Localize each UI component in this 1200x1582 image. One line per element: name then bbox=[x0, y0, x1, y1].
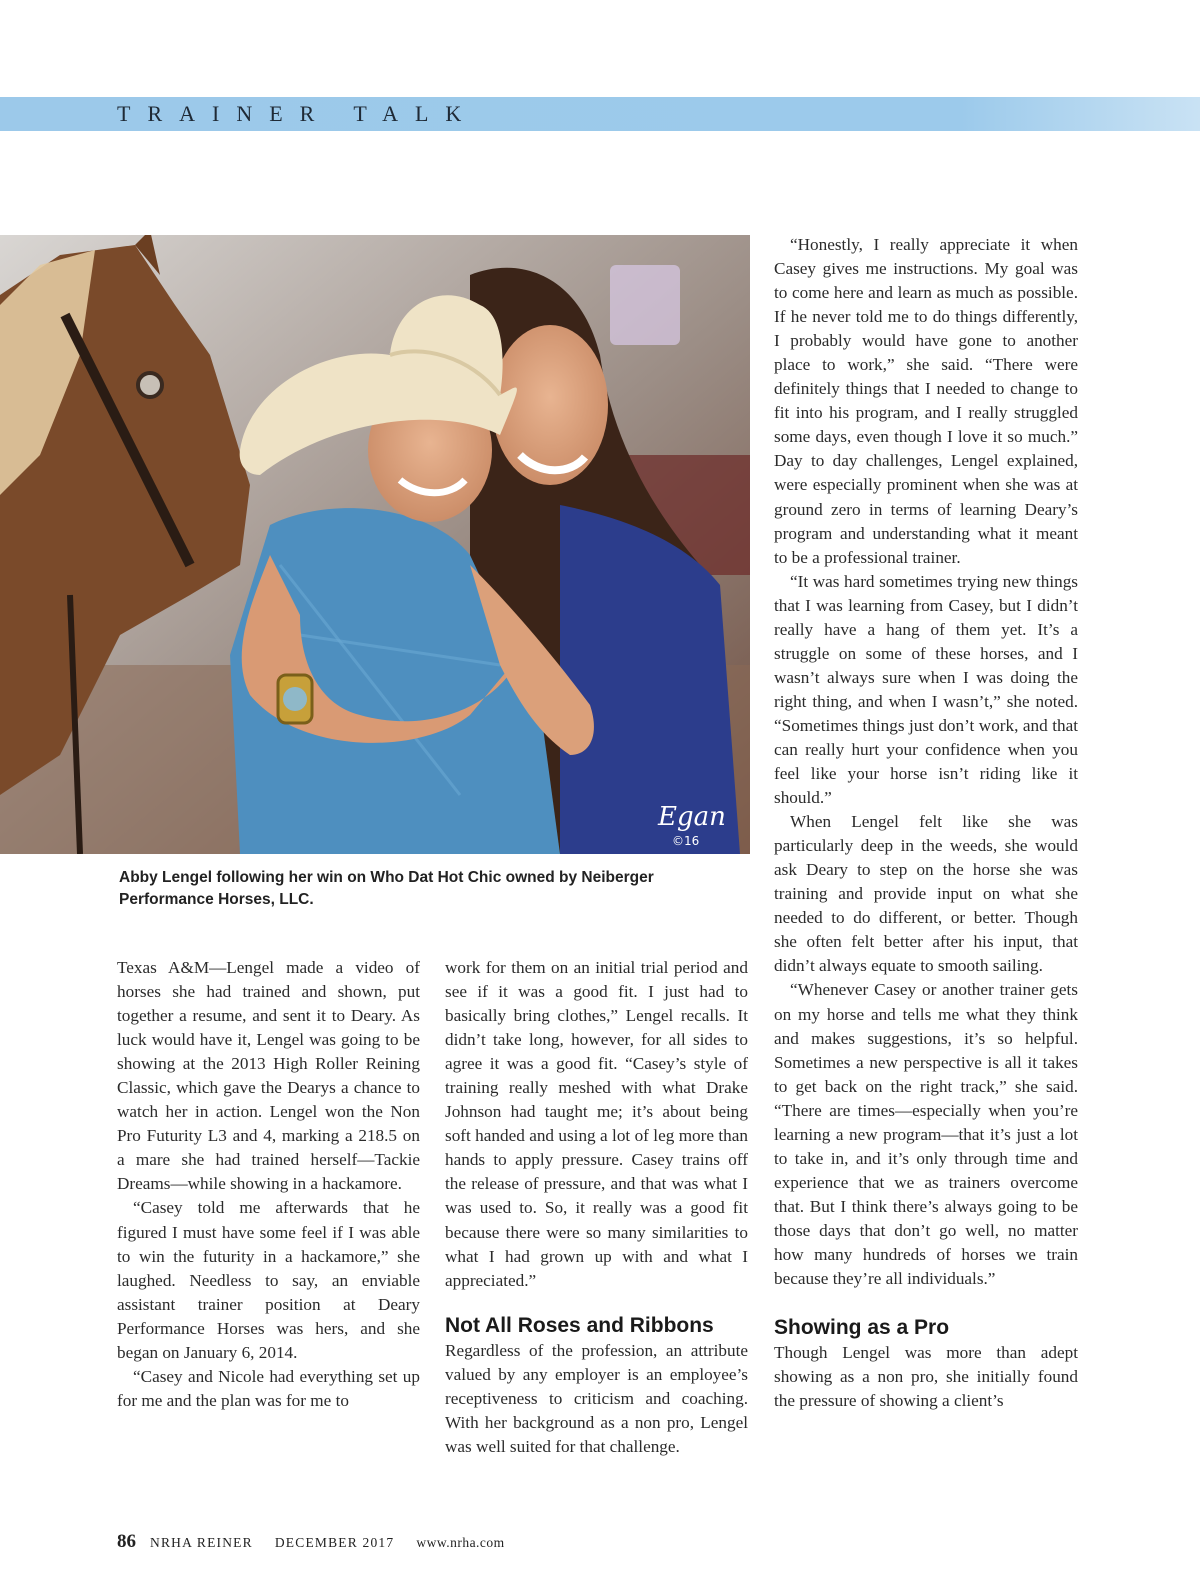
section-title: TRAINER TALK bbox=[117, 101, 479, 126]
website-url: www.nrha.com bbox=[416, 1535, 505, 1550]
paragraph: “Whenever Casey or another trainer gets on my horse and tells me what they think and makes suggestions, it’s so helpful. Sometimes a new perspective is all it takes to get back on the right track,” she said. “There are times—especially when you’re learning a new program—that it’s just a lot to take in, and it’s only through time and experience that we as trainers overcome that. But I think there’s always going to be those days that don’t go well, no matter how many hundreds of horses we train because they’re all individuals.” bbox=[774, 980, 1078, 1289]
paragraph: “It was hard sometimes trying new things that I was learning from Casey, but I didn’t really have a hang of them yet. It’s a struggle on some of these horses, and I wasn’t always sure when I was doing the right thing, and when I wasn’t,” she noted. “Sometimes things just don’t work, and that can really hurt your confidence when you feel like your horse isn’t riding like it should.” bbox=[774, 571, 1078, 808]
paragraph: When Lengel felt like she was particularly deep in the weeds, she would ask Deary to step on the horse she was training and provide input on what she needed to do different, or better. Though she often felt better after his input, that didn’t always equate to smooth sailing. bbox=[774, 812, 1078, 976]
issue-date: DECEMBER 2017 bbox=[274, 1535, 395, 1550]
photo-caption: Abby Lengel following her win on Who Dat Hot Chic owned by Neiberger Performance Horses, LLC. bbox=[119, 869, 654, 908]
subheading-roses-ribbons: Not All Roses and Ribbons bbox=[445, 1313, 714, 1337]
article-column-2 bbox=[445, 956, 748, 1459]
paragraph: work for them on an initial trial period and see if it was a good fit. I just had to basically bring clothes,” Lengel recalls. It didn’t take long, however, for all sides to agree it was a good fit. “Casey’s style of training really meshed with what Drake Johnson had taught me; it’s about being soft handed and using a lot of leg more than hands to apply pressure. Casey trains off the release of pressure, and that was what I was used to. So, it really was a good fit because there were so many similarities to what I had grown up with and what I appreciated.” bbox=[445, 958, 748, 1290]
page-footer bbox=[117, 1531, 505, 1553]
paragraph: Regardless of the profession, an attribute valued by any employer is an employee’s receptiveness to criticism and coaching. With her background as a non pro, Lengel was well suited for that challenge. bbox=[445, 1340, 748, 1456]
article-column-1 bbox=[117, 956, 420, 1413]
publication-name: NRHA REINER bbox=[150, 1535, 253, 1550]
photo-watermark: Egan bbox=[658, 802, 726, 832]
photo-illustration bbox=[0, 235, 750, 854]
subheading-showing-pro: Showing as a Pro bbox=[774, 1316, 950, 1340]
page-number: 86 bbox=[117, 1531, 136, 1552]
paragraph: Though Lengel was more than adept showing as a non pro, she initially found the pressure of showing a client’s bbox=[774, 1343, 1078, 1411]
paragraph: “Casey told me afterwards that he figured I must have some feel if I was able to win the futurity in a hackamore,” she laughed. Needless to say, an enviable assistant trainer position at Deary Performance Horses was hers, and she began on January 6, 2014. bbox=[117, 1198, 420, 1362]
photo-watermark-year: ©16 bbox=[672, 834, 700, 848]
paragraph: “Honestly, I really appreciate it when Casey gives me instructions. My goal was to come here and learn as much as possible. If he never told me to do things differently, I probably would have gone to another place to work,” she said. “There were definitely things that I needed to change to fit into his program, and I really struggled some days, even though I love it so much.” Day to day challenges, Lengel explained, were especially prominent when she was at ground zero in terms of learning Deary’s program and understanding what it meant to be a professional trainer. bbox=[774, 235, 1078, 567]
paragraph: “Casey and Nicole had everything set up for me and the plan was for me to bbox=[117, 1366, 420, 1410]
paragraph: Texas A&M—Lengel made a video of horses she had trained and shown, put together a resume, and sent it to Deary. As luck would have it, Lengel was going to be showing at the 2013 High Roller Reining Classic, which gave the Dearys a chance to watch her in action. Lengel won the Non Pro Futurity L3 and 4, marking a 218.5 on a mare she had trained herself—Tackie Dreams—while showing in a hackamore. bbox=[117, 958, 420, 1194]
article-photo bbox=[0, 235, 750, 854]
article-column-3 bbox=[774, 233, 1078, 1413]
